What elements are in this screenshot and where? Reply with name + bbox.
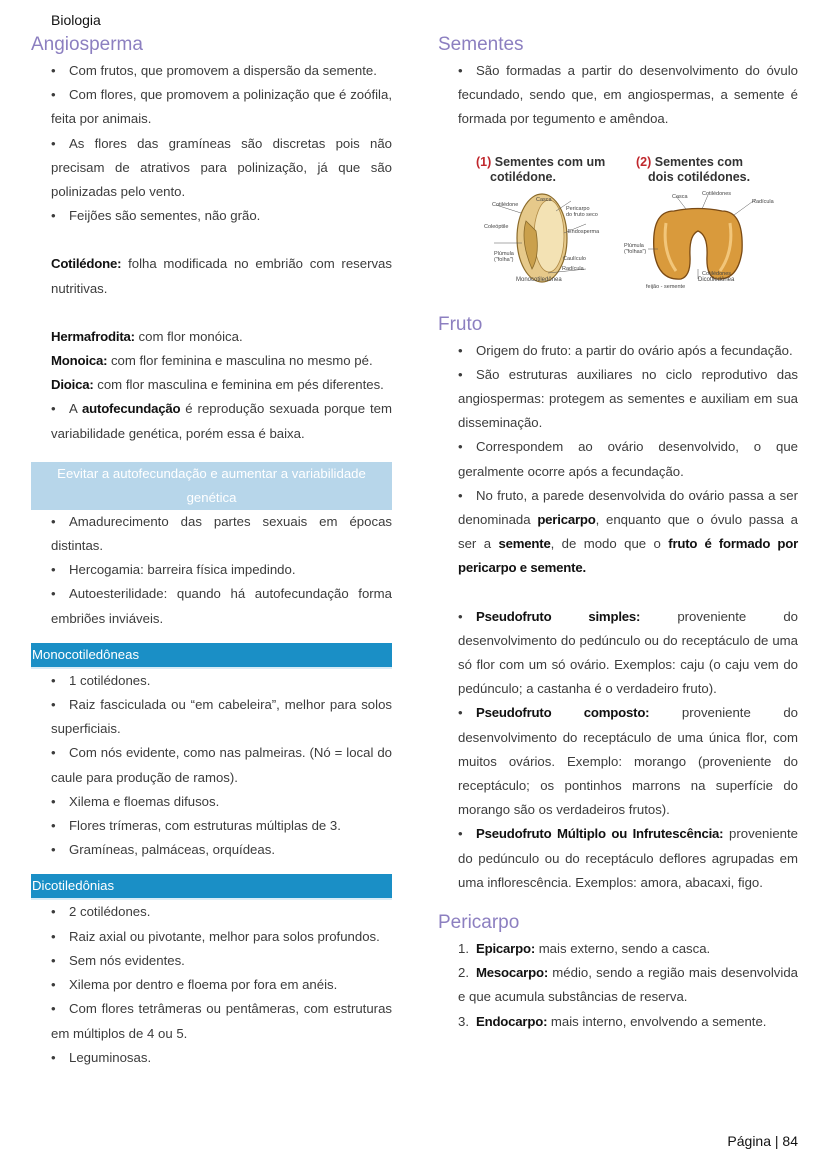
dicotiledonias-banner: Dicotiledônias: [31, 874, 392, 900]
list-item: • Com flores, que promovem a polinização que é zoófila, feita por animais.: [51, 87, 392, 127]
definition: Monoica: com flor feminina e masculina no mesmo pé.: [51, 353, 373, 369]
dicot-seed-drawing: [648, 195, 756, 279]
list-item: • São formadas a partir do desenvolvimento do óvulo fecundado, sendo que, em angiospermas, a semente é formada por tegumento e amêndoa.: [458, 63, 798, 127]
list-item: • Pseudofruto simples: proveniente do desenvolvimento do pedúnculo ou do receptáculo de uma só flor com um só ovário. Exemplos: caju (o caju vem do pedúnculo; a castanha é o verdadeiro fruto).: [458, 608, 798, 697]
list-item: • Pseudofruto composto: proveniente do desenvolvimento do receptáculo de uma única flor, com muitos ovários. Exemplo: morango (proveniente do receptáculo; os pontinhos marrons na superfície do morango são os verdadeiros frutos).: [458, 705, 798, 818]
cotiledone-definition: Cotilédone: folha modificada no embrião com reservas nutritivas.: [51, 256, 392, 296]
list-item: • Raiz fasciculada ou “em cabeleira”, melhor para solos superficiais.: [51, 697, 392, 737]
page-number: Página | 84: [727, 1133, 798, 1149]
list-item: • A autofecundação é reprodução sexuada porque tem variabilidade genética, porém essa é baixa.: [51, 401, 392, 441]
figure-caption-mono: (1) Sementes com um cotilédone.: [476, 154, 606, 184]
figure-caption-dico: (2) Sementes com dois cotilédones.: [636, 154, 751, 184]
definition: Dioica: com flor masculina e feminina em pés diferentes.: [51, 377, 384, 393]
list-item: • Com nós evidente, como nas palmeiras. (Nó = local do caule para produção de ramos).: [51, 745, 392, 785]
list-item: 3. Endocarpo: mais interno, envolvendo a semente.: [458, 1013, 767, 1029]
list-item: • Leguminosas.: [51, 1049, 152, 1065]
list-item: • Correspondem ao ovário desenvolvido, o que geralmente ocorre após a fecundação.: [458, 439, 798, 479]
list-item: • Feijões são sementes, não grão.: [51, 208, 261, 224]
list-item: • Xilema e floemas difusos.: [51, 793, 220, 809]
sementes-heading: Sementes: [438, 34, 524, 55]
list-item: • As flores das gramíneas são discretas pois não precisam de atrativos para polinização, já que são polinizadas pelo vento.: [51, 135, 392, 200]
angiosperma-heading: Angiosperma: [31, 34, 143, 55]
definition: Hermafrodita: com flor monóica.: [51, 328, 243, 344]
list-item: • Sem nós evidentes.: [51, 952, 185, 968]
list-item: • 1 cotilédones.: [51, 672, 151, 688]
right-column: [438, 31, 798, 1034]
list-item: • São estruturas auxiliares no ciclo reprodutivo das angiospermas: protegem as sementes e auxiliam em sua disseminação.: [458, 366, 798, 431]
list-item: • Pseudofruto Múltiplo ou Infrutescência: proveniente do pedúnculo ou do receptáculo deflores agrupadas em uma inflorescência. Exemplos: amora, abacaxi, figo.: [458, 826, 798, 890]
page-header: Biologia: [51, 12, 101, 28]
list-item: • Hercogamia: barreira física impedindo.: [51, 562, 296, 578]
list-item: • Flores trímeras, com estruturas múltiplas de 3.: [51, 818, 341, 834]
left-column: [31, 31, 392, 1070]
list-item: • 2 cotilédones.: [51, 904, 151, 920]
seeds-figure: (1) Sementes com um cotilédone. (2) Sementes com dois cotilédones. Cotilédone Casca Pericarpo do fruto seco Endosperma Coleóptile Plúmula ("folha") Caulículo Radícula Monocotiledônea Casca Cotilédones Radícula Plúmula ("folhas") Cotilédones Dicotiledônea feijão - semente: [476, 151, 786, 299]
monocotiledoneas-banner: Monocotiledôneas: [31, 643, 392, 669]
list-item: • Autoesterilidade: quando há autofecundação forma embriões inviáveis.: [51, 586, 392, 626]
list-item: • Origem do fruto: a partir do ovário após a fecundação.: [458, 342, 793, 358]
list-item: • No fruto, a parede desenvolvida do ovário passa a ser denominada pericarpo, enquanto que o óvulo passa a ser a semente, de modo que o fruto é formado por pericarpo e semente.: [458, 487, 799, 576]
list-item: 1. Epicarpo: mais externo, sendo a casca.: [458, 941, 711, 957]
evitar-banner: Eevitar a autofecundação e aumentar a variabilidade genética: [31, 462, 392, 510]
pericarpo-heading: Pericarpo: [438, 912, 520, 934]
list-item: • Com frutos, que promovem a dispersão da semente.: [51, 63, 377, 78]
list-item: • Com flores tetrâmeras ou pentâmeras, com estruturas em múltiplos de 4 ou 5.: [51, 1001, 392, 1041]
list-item: • Amadurecimento das partes sexuais em épocas distintas.: [51, 513, 392, 554]
list-item: • Xilema por dentro e floema por fora em anéis.: [51, 977, 338, 993]
list-item: • Gramíneas, palmáceas, orquídeas.: [51, 842, 275, 858]
list-item: 2. Mesocarpo: médio, sendo a região mais desenvolvida e que acumula substâncias de reserva.: [458, 965, 798, 1005]
fruto-heading: Fruto: [438, 313, 483, 335]
list-item: • Raiz axial ou pivotante, melhor para solos profundos.: [51, 928, 380, 944]
